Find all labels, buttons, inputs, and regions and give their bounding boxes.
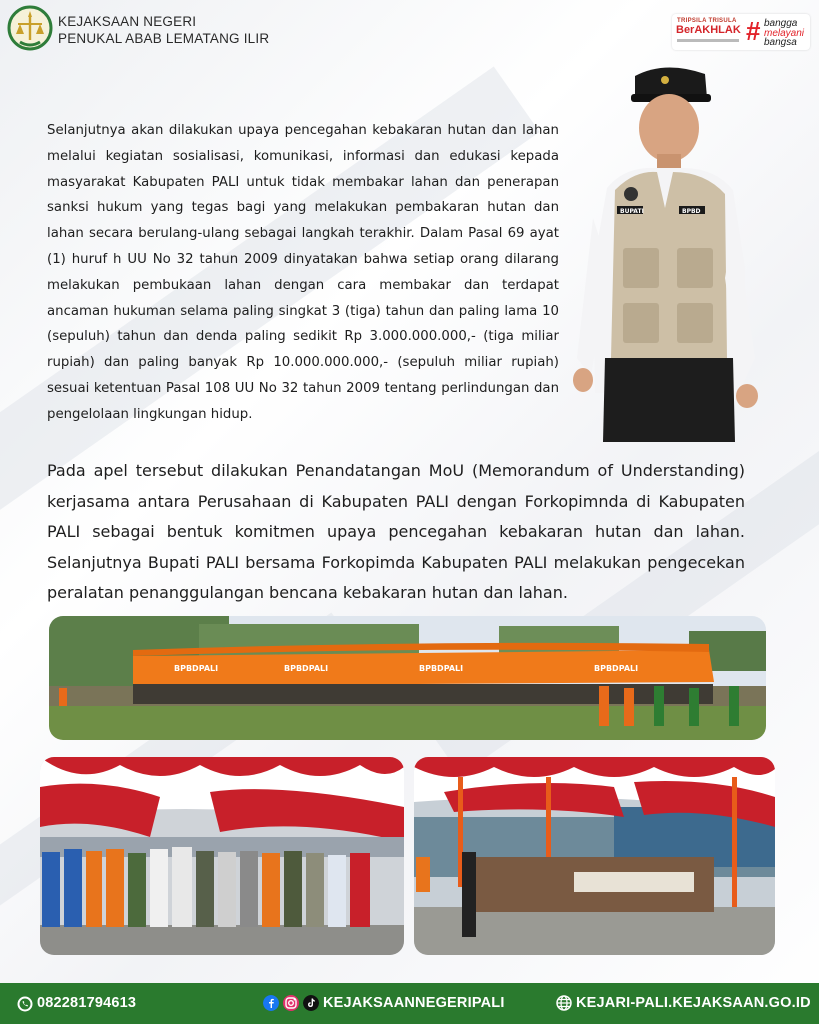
tent-label-4: BPBDPALI (594, 664, 639, 673)
facebook-icon[interactable] (263, 995, 279, 1011)
badge-tagline-3: bangsa (764, 37, 797, 48)
globe-icon (556, 995, 572, 1011)
whatsapp-icon (17, 996, 33, 1012)
badge-small-text: TRIPSILA TRISULA (677, 18, 737, 24)
badge-name: BerAKHLAK (676, 24, 741, 36)
footer-bar (0, 983, 819, 1024)
footer-social-handle[interactable]: KEJAKSAANNEGERIPALI (323, 995, 505, 1011)
photo-tents (49, 616, 766, 740)
tent-label-2: BPBDPALI (284, 664, 329, 673)
org-name (58, 13, 269, 47)
hashtag-icon: # (746, 16, 761, 46)
tent-label-3: BPBDPALI (419, 664, 464, 673)
photo-group (40, 757, 404, 955)
badge-divider (677, 39, 739, 42)
bupati-portrait (565, 58, 770, 442)
photo-audience (414, 757, 775, 955)
tent-label-1: BPBDPALI (174, 664, 219, 673)
paragraph-1: Selanjutnya akan dilakukan upaya pencegahan kebakaran hutan dan lahan melalui kegiatan sosialisasi, komunikasi, informasi dan edukasi kepada masyarakat Kabupaten PALI untuk tidak membakar lahan dan penerapan sanksi hukum yang tegas bagi yang melakukan pembakaran hutan dan lahan secara berulang-ulang sebagai langkah terakhir. Dalam Pasal 69 ayat (1) huruf h UU No 32 tahun 2009 dinyatakan bahwa setiap orang dilarang melakukan pembukaan lahan dengan cara membakar dan terdapat ancaman hukuman selama paling singkat 3 (tiga) tahun dan paling lama 10 (sepuluh) tahun dan denda paling sedikit Rp 3.000.000.000,- (tiga miliar rupiah) dan paling banyak Rp 10.000.000.000,- (sepuluh miliar rupiah) sesuai ketentuan Pasal 108 UU No 32 tahun 2009 tentang perlindungan dan pengelolaan lingkungan hidup. (47, 123, 559, 422)
footer-website[interactable]: KEJARI-PALI.KEJAKSAAN.GO.ID (576, 995, 811, 1011)
berakhlak-badge (672, 14, 810, 50)
tiktok-icon[interactable] (303, 995, 319, 1011)
instagram-icon[interactable] (283, 995, 299, 1011)
kejaksaan-logo-icon (6, 4, 54, 52)
footer-phone[interactable]: 082281794613 (37, 995, 137, 1011)
org-name-line2: PENUKAL ABAB LEMATANG ILIR (58, 31, 270, 46)
badge-tagline-1: bangga (764, 18, 798, 29)
badge-tagline-2: melayani (764, 27, 805, 39)
vest-name-tag: BUPATI (620, 208, 644, 215)
paragraph-2: Pada apel tersebut dilakukan Penandatangan MoU (Memorandum of Understanding) kerjasama antara Perusahaan di Kabupaten PALI dengan Forkopimnda di Kabupaten PALI sebagai bentuk komitmen upaya pencegahan kebakaran hutan dan lahan. Selanjutnya Bupati PALI bersama Forkopimda Kabupaten PALI melakukan pengecekan peralatan penanggulangan bencana kebakaran hutan dan lahan. (47, 461, 745, 603)
vest-org-tag: BPBD (682, 208, 701, 215)
org-name-line1: KEJAKSAAN NEGERI (58, 14, 197, 29)
badge-tagline (764, 19, 804, 48)
